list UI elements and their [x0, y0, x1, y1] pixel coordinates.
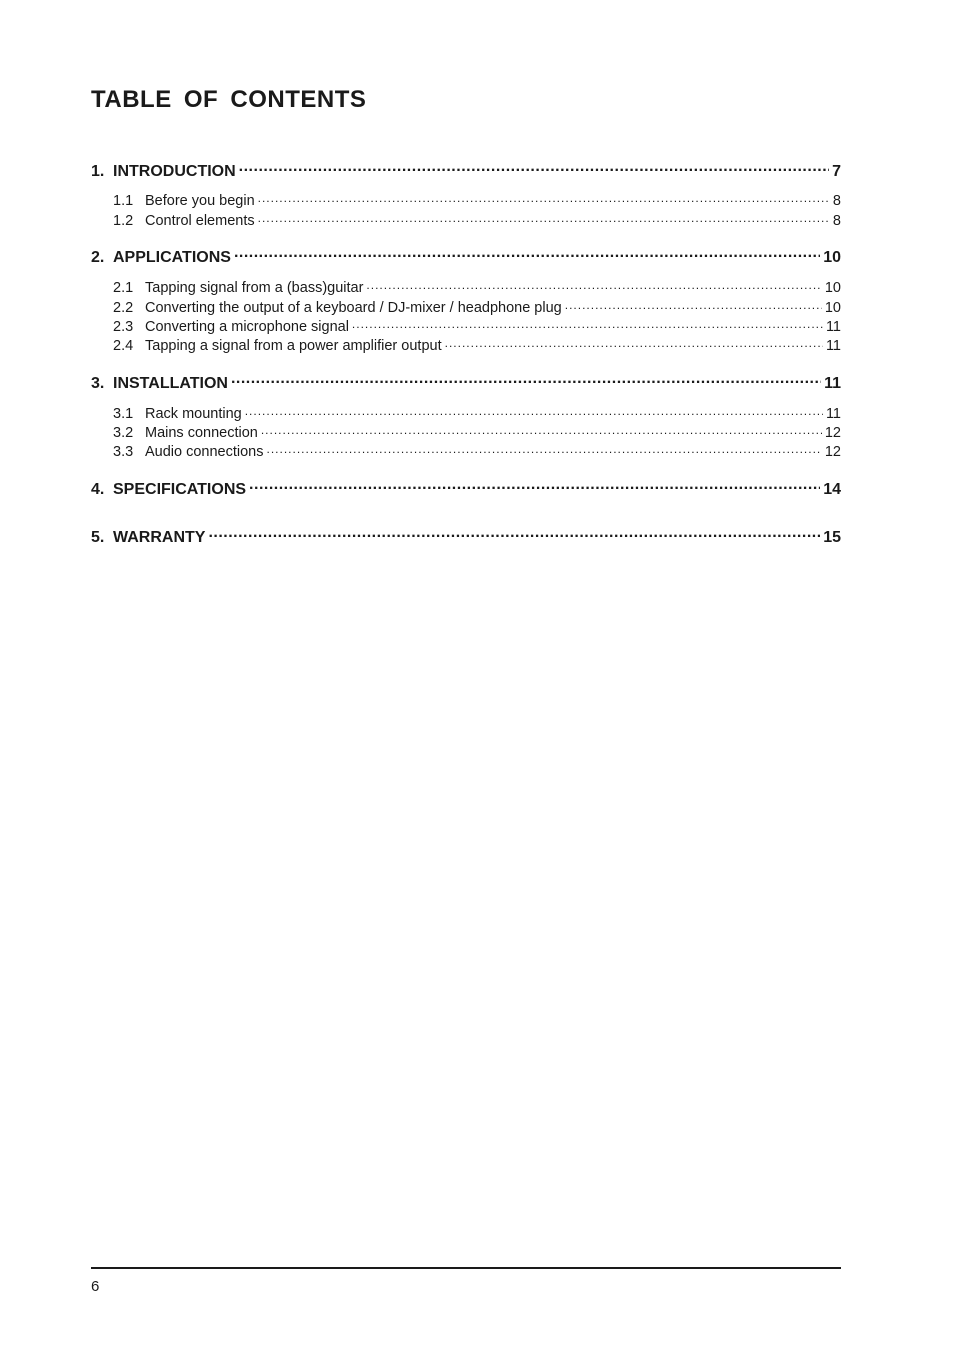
toc-entry-number: 2. — [91, 249, 105, 266]
toc-subentry-label: Converting a microphone signal — [145, 318, 349, 335]
dot-leader — [239, 160, 829, 176]
toc-subentry-label: Audio connections — [145, 443, 264, 460]
page-number: 6 — [91, 1278, 100, 1295]
toc-entry-label: APPLICATIONS — [113, 249, 231, 266]
toc-subentry-label: Before you begin — [145, 192, 255, 209]
toc-subentry-page: 10 — [824, 299, 841, 316]
toc-subentry-number: 3.3 — [113, 443, 134, 460]
toc-subentry-number: 2.1 — [113, 279, 134, 296]
toc-entry-specifications[interactable] — [91, 478, 841, 499]
toc-subentry-page: 12 — [824, 443, 841, 460]
toc-entry-page: 7 — [832, 163, 841, 180]
toc-entry-label: INSTALLATION — [113, 375, 228, 392]
toc-entry-page: 11 — [824, 375, 841, 392]
page-title: TABLE OF CONTENTS — [91, 86, 367, 113]
toc-subentry-label: Control elements — [145, 212, 255, 229]
dot-leader — [234, 246, 820, 262]
toc-subentry-number: 3.1 — [113, 405, 134, 422]
dot-leader — [208, 526, 820, 542]
toc-subentry-label: Mains connection — [145, 424, 258, 441]
toc-subentry-page: 10 — [824, 279, 841, 296]
toc-subentry-control-elements[interactable] — [113, 210, 841, 229]
toc-subentry-page: 8 — [832, 212, 841, 229]
dot-leader — [445, 335, 823, 350]
toc-subentry-number: 1.2 — [113, 212, 134, 229]
toc-subentry-number: 1.1 — [113, 192, 134, 209]
toc-subentry-tapping-guitar[interactable] — [113, 277, 841, 296]
toc-entry-number: 5. — [91, 529, 105, 546]
dot-leader — [366, 277, 821, 292]
dot-leader — [267, 441, 822, 456]
dot-leader — [258, 190, 830, 205]
toc-subentry-page: 11 — [825, 337, 841, 354]
toc-subentry-label: Rack mounting — [145, 405, 242, 422]
dot-leader — [352, 316, 823, 331]
toc-subentry-rack-mounting[interactable] — [113, 403, 841, 422]
toc-entry-number: 3. — [91, 375, 105, 392]
toc-entry-page: 10 — [823, 249, 841, 266]
toc-subentry-page: 11 — [825, 405, 841, 422]
toc-entry-installation[interactable] — [91, 372, 841, 393]
toc-subentry-label: Tapping a signal from a power amplifier output — [145, 337, 442, 354]
toc-subentry-number: 2.2 — [113, 299, 134, 316]
toc-subentry-converting-microphone[interactable] — [113, 316, 841, 335]
dot-leader — [258, 210, 830, 225]
dot-leader — [565, 297, 822, 312]
toc-subentry-audio-connections[interactable] — [113, 441, 841, 460]
toc-subentry-label: Tapping signal from a (bass)guitar — [145, 279, 364, 296]
dot-leader — [249, 478, 820, 494]
dot-leader — [245, 403, 823, 418]
toc-subentry-number: 2.4 — [113, 337, 134, 354]
toc-entry-label: INTRODUCTION — [113, 163, 236, 180]
toc-subentry-page: 11 — [825, 318, 841, 335]
toc-entry-applications[interactable] — [91, 246, 841, 267]
toc-entry-number: 1. — [91, 163, 105, 180]
toc-entry-page: 14 — [823, 481, 841, 498]
toc-entry-warranty[interactable] — [91, 526, 841, 547]
dot-leader — [231, 372, 821, 388]
toc-entry-introduction[interactable] — [91, 160, 841, 181]
toc-subentry-converting-keyboard[interactable] — [113, 297, 841, 316]
toc-subentry-number: 3.2 — [113, 424, 134, 441]
toc-subentry-label: Converting the output of a keyboard / DJ-mixer / headphone plug — [145, 299, 562, 316]
toc-subentry-tapping-amplifier[interactable] — [113, 335, 841, 354]
toc-subentry-mains-connection[interactable] — [113, 422, 841, 441]
toc-subentry-page: 12 — [824, 424, 841, 441]
toc-entry-number: 4. — [91, 481, 105, 498]
toc-subentry-page: 8 — [832, 192, 841, 209]
toc-entry-page: 15 — [823, 529, 841, 546]
toc-subentry-number: 2.3 — [113, 318, 134, 335]
dot-leader — [261, 422, 822, 437]
toc-subentry-before-you-begin[interactable] — [113, 190, 841, 209]
toc-entry-label: SPECIFICATIONS — [113, 481, 247, 498]
footer-divider — [91, 1267, 841, 1269]
toc-entry-label: WARRANTY — [113, 529, 206, 546]
